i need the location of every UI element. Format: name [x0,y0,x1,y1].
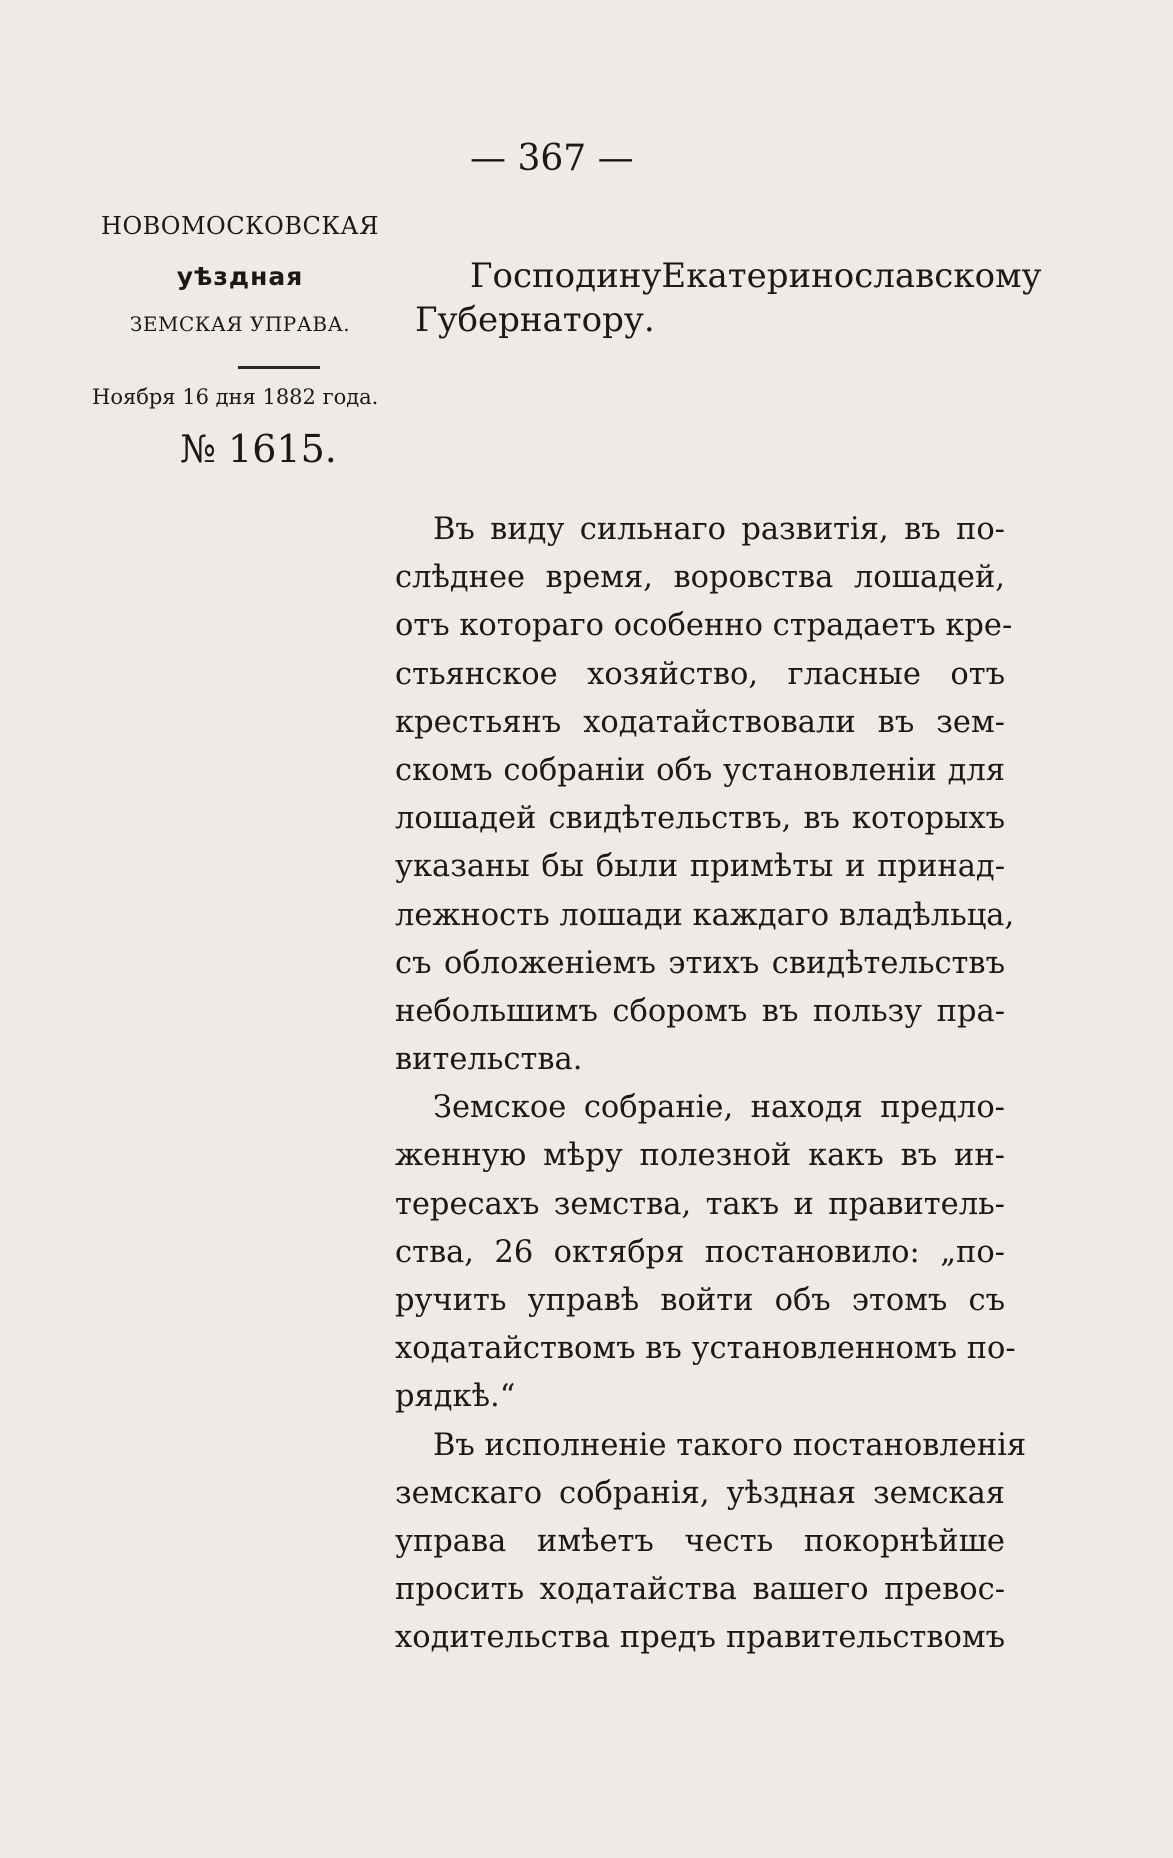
text-line: небольшимъ сборомъ въ пользу пра- [395,993,1005,1029]
text-line: ручить управѣ войти объ этомъ съ [395,1283,1005,1318]
text-line: рядкѣ.“ [395,1379,516,1415]
text-line: Въ виду сильнаго развитія, въ по- [433,512,1005,547]
addressee-line-2: Губернатору. [415,300,655,340]
page-number: — 367 — [470,138,634,179]
text-line: просить ходатайства вашего превос- [395,1572,1005,1608]
text-line: Земское собраніе, находя предло- [433,1090,1005,1126]
text-line: отъ котораго особенно страдаетъ кре- [395,608,1013,644]
text-line: ства, 26 октября постановило: „по- [395,1234,1005,1270]
text-line: съ обложеніемъ этихъ свидѣтельствъ [395,945,1005,981]
text-line: управа имѣетъ честь покорнѣйше [395,1523,1005,1559]
date-line: Ноября 16 дня 1882 года. [92,385,379,409]
addressee-word-1: Господину [470,256,662,296]
text-line: женную мѣру полезной какъ въ ин- [395,1138,1005,1174]
text-line: указаны бы были примѣты и принад- [395,849,1005,885]
addressee-word-2: Екатеринославскому [661,256,1042,296]
text-line: стьянское хозяйство, гласные отъ [395,656,1005,692]
text-line: ходатайствомъ въ установленномъ по- [395,1331,1016,1367]
text-line: ходительства предъ правительствомъ [395,1620,1005,1656]
sender-line-1: НОВОМОСКОВСКАЯ [101,212,379,240]
body-text [395,506,1027,1663]
text-line: слѣднее время, воровства лошадей, [395,560,1005,596]
sender-line-2: уѣздная [176,262,304,291]
document-number: № 1615. [180,427,337,471]
text-line: лошадей свидѣтельствъ, въ которыхъ [395,801,1005,837]
addressee-line-1 [470,256,1042,296]
text-line: Въ исполненіе такого постановленія [433,1427,1027,1463]
text-line: скомъ собраніи объ установленіи для [395,752,1005,788]
sender-rule [238,366,320,369]
sender-line-3: ЗЕМСКАЯ УПРАВА. [129,312,351,336]
text-line: лежность лошади каждаго владѣльца, [395,897,1015,933]
text-line: вительства. [395,1042,583,1078]
text-line: земскаго собранія, уѣздная земская [395,1475,1005,1511]
text-line: тересахъ земства, такъ и правитель- [395,1186,1005,1222]
text-line: крестьянъ ходатайствовали въ зем- [395,704,1005,740]
